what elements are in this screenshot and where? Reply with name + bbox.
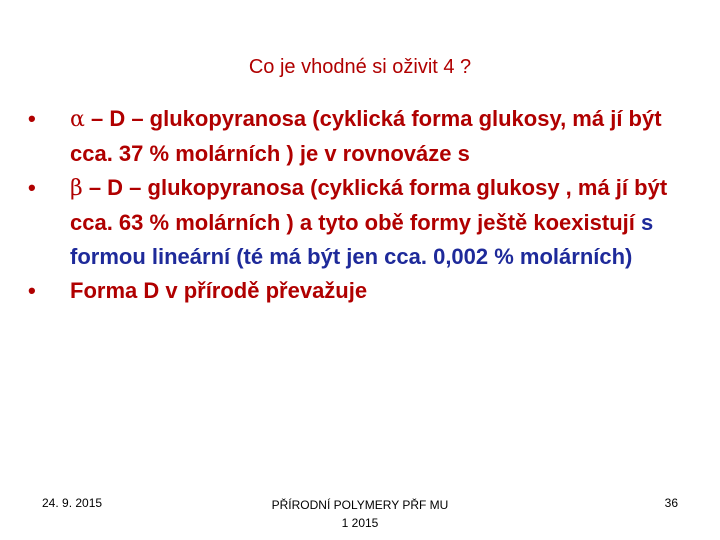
page-number: 36 <box>664 496 678 510</box>
bullet-icon: • <box>28 175 36 200</box>
bullet-item-beta <box>28 171 668 274</box>
footer-course-line1: PŘÍRODNÍ POLYMERY PŘF MU <box>271 498 449 512</box>
bullet-icon: • <box>28 278 36 303</box>
footer-course-line2: 1 2015 <box>341 516 379 530</box>
bullet-icon: • <box>28 106 36 131</box>
footer-course <box>230 496 490 532</box>
alpha-symbol: α <box>70 107 85 132</box>
bullet-list <box>28 102 668 308</box>
slide-title: Co je vhodné si oživit 4 ? <box>248 56 472 78</box>
bullet-item-forma-d <box>28 274 668 308</box>
bullet-text-highlight: s formou lineární (té má být jen cca. 0,002 % molárních) <box>70 210 654 269</box>
beta-symbol: β <box>70 176 83 201</box>
bullet-text: – D – glukopyranosa (cyklická forma glukosy, má jí být cca. 37 % molárních ) je v rovnováze s <box>70 106 662 166</box>
footer-date: 24. 9. 2015 <box>42 496 103 510</box>
bullet-item-alpha <box>28 102 668 171</box>
bullet-text: Forma D v přírodě převažuje <box>70 278 368 303</box>
bullet-text: – D – glukopyranosa (cyklická forma glukosy , má jí být cca. 63 % molárních ) a tyto obě formy ještě koexistují <box>70 175 668 235</box>
